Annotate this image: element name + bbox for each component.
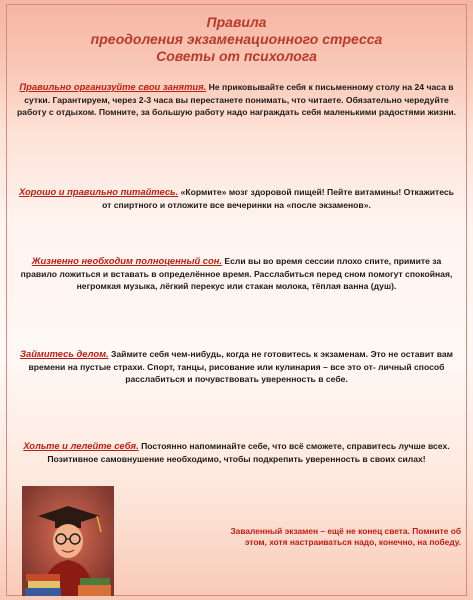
tip-organize-studies: [16, 81, 457, 119]
tip-self-care: [16, 440, 457, 465]
tip-nutrition: [16, 186, 457, 211]
tip-heading: Хорошо и правильно питайтесь.: [19, 186, 179, 197]
tip-body: Не приковывайте себя к письменному столу на 24 часа в сутки. Гарантируем, через 2-3 часа вы перестанете понимать, что читаете. Обязательно чередуйте работу с отдыхом. Помните, за большую работу надо награждать себя маленькими радостями жизни.: [16, 82, 457, 118]
tip-body: «Кормите» мозг здоровой пищей! Пейте витамины! Откажитесь от спиртного и отложите все вечеринки на «после экзаменов».: [102, 187, 454, 210]
tip-sleep: [16, 255, 457, 293]
title-line-1: Правила: [206, 14, 267, 30]
tip-heading: Жизненно необходим полноценный сон.: [31, 255, 223, 266]
title-line-3: Советы от психолога: [156, 48, 317, 64]
tip-body: Займите себя чем-нибудь, когда не готовитесь к экзаменам. Это не оставит вам времени на пустые страхи. Спорт, танцы, рисование или кулинария – все это от- личный способ расслабиться и почувствовать уверенность в себе.: [28, 349, 454, 385]
tip-heading: Займитесь делом.: [19, 348, 109, 359]
tip-heading: Хольте и лелейте себя.: [23, 440, 139, 451]
closing-note: Заваленный экзамен – ещё не конец света. Помните об этом, хотя настраиваться надо, конечно, на победу.: [230, 526, 461, 547]
tip-body: Если вы во время сессии плохо спите, примите за правило ложиться и вставать в определённое время. Расслабиться перед сном помогут спокойная, негромкая музыка, лёгкий перекус или стакан молока, тёплая ванна (душ).: [20, 256, 453, 292]
tip-keep-busy: [16, 348, 457, 386]
tip-heading: Правильно организуйте свои занятия.: [19, 81, 207, 92]
page-title: [0, 14, 473, 65]
title-line-2: преодоления экзаменационного стресса: [90, 31, 383, 47]
student-with-books-image: [22, 486, 114, 596]
tip-body: Постоянно напоминайте себе, что всё сможете, справитесь лучше всех. Позитивное самовнушение необходимо, чтобы подкрепить уверенность в своих силах!: [47, 441, 450, 464]
